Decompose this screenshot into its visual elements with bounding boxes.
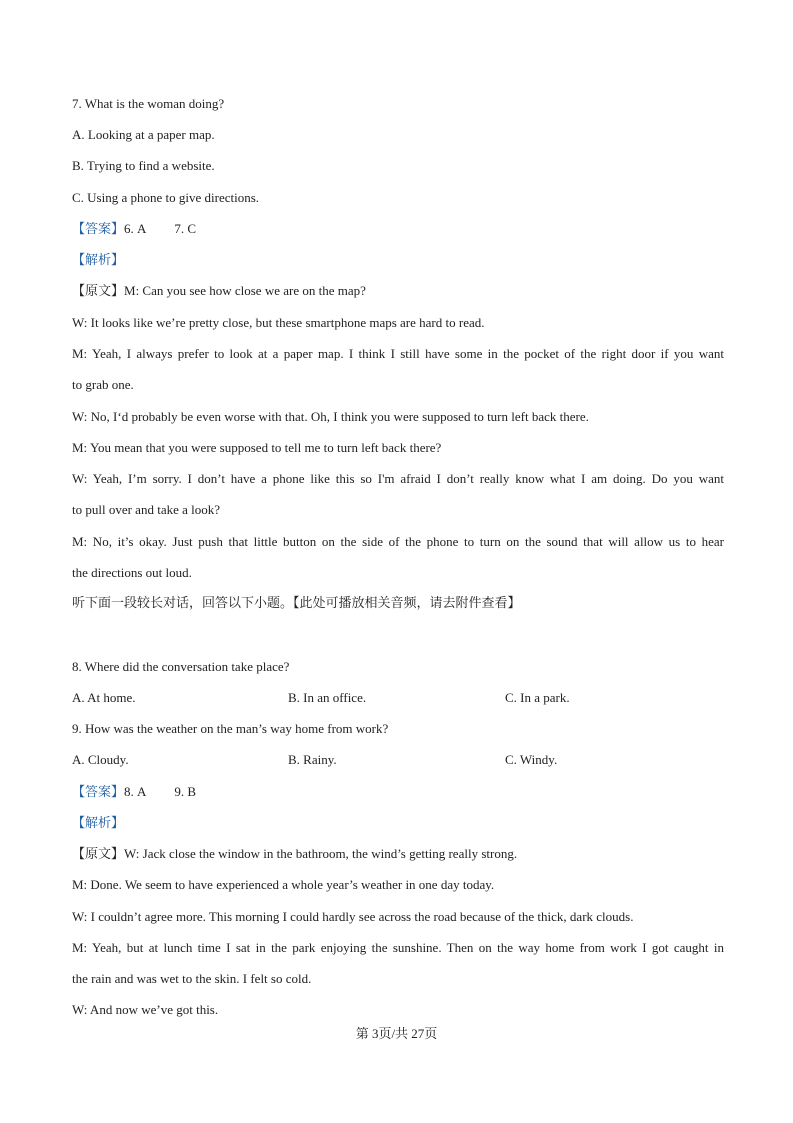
transcript-1-line-7: W: Yeah, I’m sorry. I don’t have a phone like this so I'm afraid I don’t really know what I am doing. Do you want bbox=[72, 471, 724, 486]
q8-option-a: A. At home. bbox=[72, 690, 136, 705]
q9-option-b: B. Rainy. bbox=[288, 752, 337, 767]
q7-option-c: C. Using a phone to give directions. bbox=[72, 190, 260, 205]
q7-option-a: A. Looking at a paper map. bbox=[72, 127, 215, 142]
listening-instruction: 听下面一段较长对话，回答以下小题。【此处可播放相关音频，请去附件查看】 bbox=[72, 596, 521, 611]
transcript-1-line-8: to pull over and take a look? bbox=[72, 502, 221, 517]
transcript-1-line-10: the directions out loud. bbox=[72, 565, 192, 580]
q9-option-c: C. Windy. bbox=[505, 752, 558, 767]
transcript-2-line-3: W: I couldn’t agree more. This morning I could hardly see across the road because of the thick, dark clouds. bbox=[72, 909, 634, 924]
transcript-2-line-6: W: And now we’ve got this. bbox=[72, 1002, 219, 1017]
q9-option-a: A. Cloudy. bbox=[72, 752, 129, 767]
page-footer: 第 3页/共 27页 bbox=[355, 1026, 438, 1041]
answer-value-7: 7. C bbox=[174, 221, 197, 236]
transcript-2-line-5: the rain and was wet to the skin. I felt so cold. bbox=[72, 971, 312, 986]
answer-value-9: 9. B bbox=[174, 784, 197, 799]
analysis-label-1: 【解析】 bbox=[72, 253, 125, 268]
answer-label: 【答案】 bbox=[72, 222, 125, 237]
question-8: 8. Where did the conversation take place? bbox=[72, 659, 290, 674]
q8-options bbox=[72, 690, 724, 706]
transcript-1-line-5: W: No, I‘d probably be even worse with that. Oh, I think you were supposed to turn left back there. bbox=[72, 409, 589, 424]
question-7: 7. What is the woman doing? bbox=[72, 96, 225, 111]
transcript-1-line-4: to grab one. bbox=[72, 377, 134, 392]
transcript-1-line-3: M: Yeah, I always prefer to look at a paper map. I think I still have some in the pocket of the right door if you want bbox=[72, 346, 724, 361]
transcript-1-line-9: M: No, it’s okay. Just push that little button on the side of the phone to turn on the sound that will allow us to hear bbox=[72, 534, 724, 549]
transcript-2-line-1: 【原文】W: Jack close the window in the bathroom, the wind’s getting really strong. bbox=[72, 846, 518, 862]
q7-option-b: B. Trying to find a website. bbox=[72, 158, 215, 173]
answer-line-1 bbox=[72, 221, 724, 238]
transcript-label: 【原文】 bbox=[72, 284, 125, 299]
transcript-label: 【原文】 bbox=[72, 847, 125, 862]
question-9: 9. How was the weather on the man’s way home from work? bbox=[72, 721, 389, 736]
transcript-1-line-6: M: You mean that you were supposed to tell me to turn left back there? bbox=[72, 440, 442, 455]
answer-value-8: 8. A bbox=[124, 784, 147, 799]
transcript-2-line-4: M: Yeah, but at lunch time I sat in the park enjoying the sunshine. Then on the way home from work I got caught in bbox=[72, 940, 724, 955]
analysis-label-2: 【解析】 bbox=[72, 816, 125, 831]
answer-value-6: 6. A bbox=[124, 221, 147, 236]
answer-line-2 bbox=[72, 784, 724, 801]
transcript-1-line-1: 【原文】M: Can you see how close we are on the map? bbox=[72, 283, 366, 299]
transcript-2-line-2: M: Done. We seem to have experienced a whole year’s weather in one day today. bbox=[72, 877, 495, 892]
answer-label: 【答案】 bbox=[72, 785, 125, 800]
q9-options bbox=[72, 752, 724, 768]
q8-option-b: B. In an office. bbox=[288, 690, 367, 705]
q8-option-c: C. In a park. bbox=[505, 690, 570, 705]
transcript-1-line-2: W: It looks like we’re pretty close, but these smartphone maps are hard to read. bbox=[72, 315, 485, 330]
